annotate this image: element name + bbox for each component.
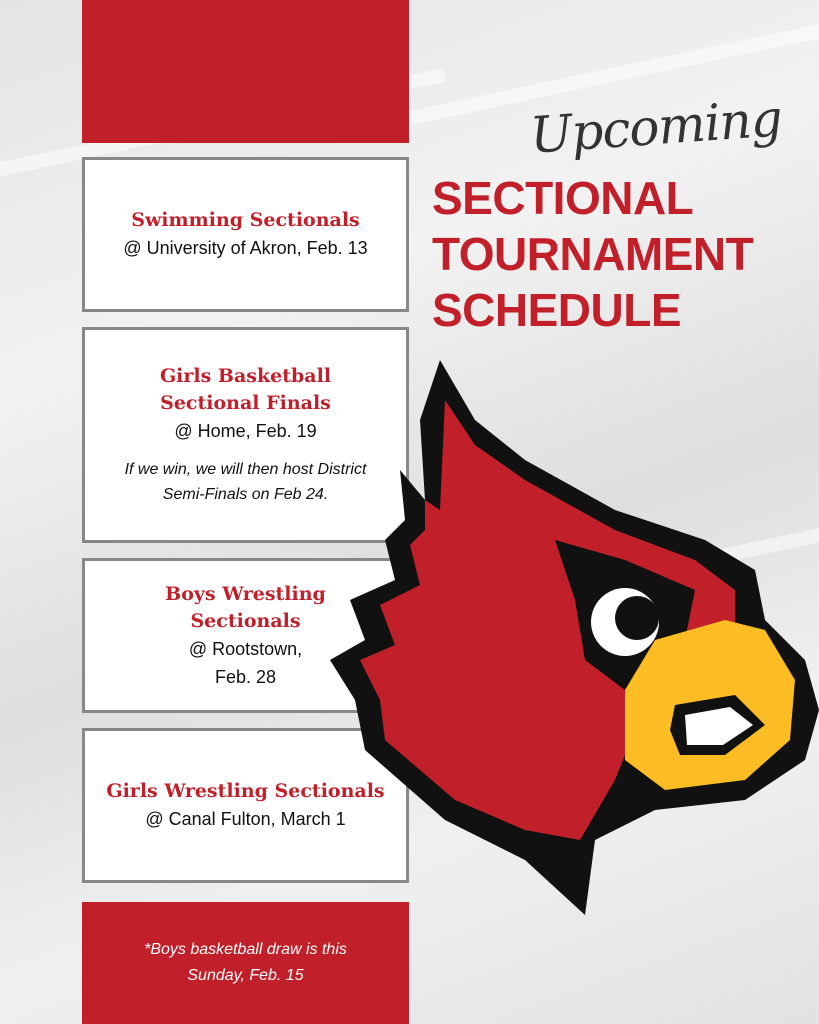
- event-detail: @ Rootstown, Feb. 28: [188, 638, 303, 687]
- event-title: Boys Wrestling Sectionals: [165, 582, 326, 632]
- event-detail: @ Home, Feb. 19: [174, 421, 317, 441]
- top-red-banner: [82, 0, 409, 143]
- headline-line: SCHEDULE: [432, 284, 682, 336]
- event-title: Swimming Sectionals: [131, 209, 360, 231]
- footer-note: *Boys basketball draw is this Sunday, Feb. 15: [144, 941, 347, 984]
- event-detail: @ University of Akron, Feb. 13: [123, 238, 368, 258]
- event-note: If we win, we will then host District Semi-Finals on Feb 24.: [124, 461, 367, 503]
- headline-line: SECTIONAL: [432, 172, 694, 224]
- headline-line: TOURNAMENT: [432, 228, 754, 280]
- event-card-swimming: [82, 157, 409, 312]
- headline: [432, 170, 753, 338]
- cardinal-mascot-logo: [325, 360, 819, 920]
- script-heading: Upcoming: [528, 89, 784, 165]
- event-title: Girls Basketball Sectional Finals: [159, 365, 332, 414]
- event-detail: @ Canal Fulton, March 1: [145, 809, 346, 829]
- event-title: Girls Wrestling Sectionals: [106, 780, 385, 802]
